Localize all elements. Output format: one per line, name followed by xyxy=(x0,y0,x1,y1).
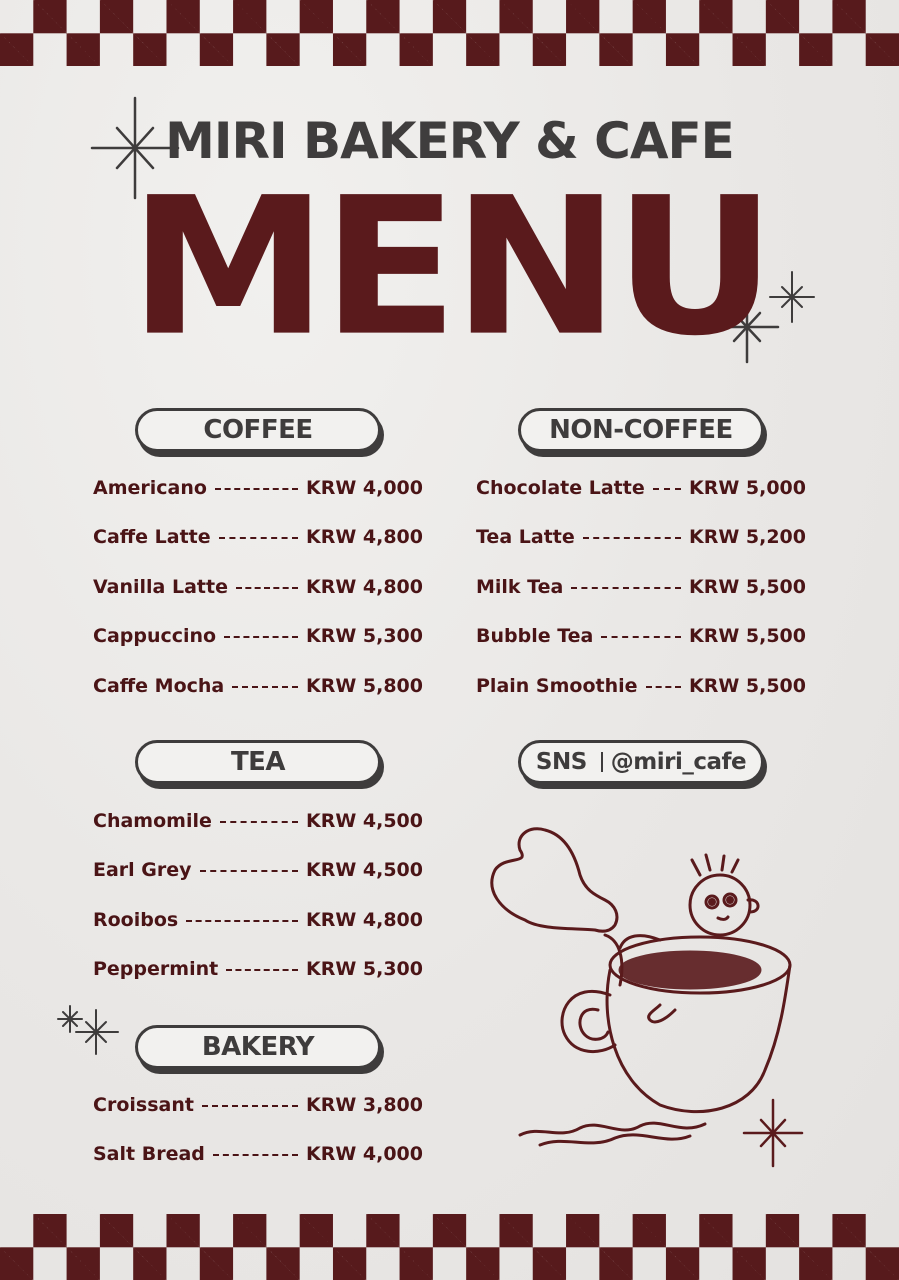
section-label: BAKERY xyxy=(201,1032,315,1062)
section-header-non-coffee xyxy=(518,408,764,452)
item-price: KRW 5,500 xyxy=(688,675,806,697)
leader-dots xyxy=(232,686,298,688)
item-name: Milk Tea xyxy=(476,576,564,598)
sns-badge xyxy=(518,740,764,784)
item-name: Rooibos xyxy=(93,909,179,931)
item-name: Peppermint xyxy=(93,958,219,980)
item-name: Bubble Tea xyxy=(476,625,594,647)
leader-dots xyxy=(186,920,298,922)
leader-dots xyxy=(215,488,298,490)
menu-item xyxy=(93,522,423,552)
item-name: Caffe Latte xyxy=(93,526,211,548)
leader-dots xyxy=(219,537,298,539)
section-header-bakery xyxy=(135,1025,381,1069)
item-name: Americano xyxy=(93,477,207,499)
menu-item xyxy=(93,473,423,503)
sns-label: SNS xyxy=(535,749,587,775)
item-price: KRW 5,500 xyxy=(688,576,806,598)
item-price: KRW 4,800 xyxy=(305,576,423,598)
leader-dots xyxy=(220,821,298,823)
leader-dots xyxy=(200,870,298,872)
item-price: KRW 4,000 xyxy=(305,1143,423,1165)
divider xyxy=(601,752,603,772)
coffee-cup-character-illustration xyxy=(480,820,800,1160)
item-name: Caffe Mocha xyxy=(93,675,225,697)
item-price: KRW 5,000 xyxy=(688,477,806,499)
item-price: KRW 4,500 xyxy=(305,810,423,832)
item-price: KRW 3,800 xyxy=(305,1094,423,1116)
section-label: COFFEE xyxy=(203,415,313,445)
leader-dots xyxy=(226,969,298,971)
menu-title: MENU xyxy=(128,156,771,379)
section-header-coffee xyxy=(135,408,381,452)
leader-dots xyxy=(224,636,298,638)
menu-item xyxy=(93,1139,423,1169)
sns-handle: @miri_cafe xyxy=(610,749,747,775)
leader-dots xyxy=(236,587,298,589)
item-name: Croissant xyxy=(93,1094,194,1116)
leader-dots xyxy=(601,636,681,638)
checkered-border-bottom xyxy=(0,1214,899,1280)
menu-item xyxy=(476,473,806,503)
item-price: KRW 5,300 xyxy=(305,625,423,647)
item-price: KRW 5,500 xyxy=(688,625,806,647)
menu-item xyxy=(476,522,806,552)
leader-dots xyxy=(213,1154,298,1156)
menu-item xyxy=(93,954,423,984)
leader-dots xyxy=(571,587,681,589)
menu-item xyxy=(93,905,423,935)
checkered-border-top xyxy=(0,0,899,66)
section-header-tea xyxy=(135,740,381,784)
menu-item xyxy=(476,621,806,651)
menu-item xyxy=(93,1090,423,1120)
item-price: KRW 5,800 xyxy=(305,675,423,697)
item-name: Chamomile xyxy=(93,810,212,832)
item-price: KRW 5,300 xyxy=(305,958,423,980)
item-name: Salt Bread xyxy=(93,1143,205,1165)
menu-item xyxy=(476,572,806,602)
menu-item xyxy=(93,855,423,885)
menu-item xyxy=(476,671,806,701)
leader-dots xyxy=(646,686,681,688)
item-name: Vanilla Latte xyxy=(93,576,228,598)
menu-item xyxy=(93,621,423,651)
section-label: NON-COFFEE xyxy=(549,415,733,445)
leader-dots xyxy=(202,1105,298,1107)
item-name: Tea Latte xyxy=(476,526,575,548)
cafe-name: MIRI BAKERY & CAFE xyxy=(165,112,734,170)
leader-dots xyxy=(583,537,681,539)
menu-item xyxy=(93,806,423,836)
item-price: KRW 4,500 xyxy=(305,859,423,881)
item-name: Chocolate Latte xyxy=(476,477,645,499)
sparkle-icon xyxy=(56,1004,122,1056)
section-label: TEA xyxy=(230,747,286,777)
item-price: KRW 4,800 xyxy=(305,909,423,931)
menu-item xyxy=(93,572,423,602)
leader-dots xyxy=(653,488,681,490)
menu-item xyxy=(93,671,423,701)
item-name: Earl Grey xyxy=(93,859,192,881)
item-price: KRW 5,200 xyxy=(688,526,806,548)
item-price: KRW 4,000 xyxy=(305,477,423,499)
item-price: KRW 4,800 xyxy=(305,526,423,548)
item-name: Plain Smoothie xyxy=(476,675,638,697)
item-name: Cappuccino xyxy=(93,625,217,647)
